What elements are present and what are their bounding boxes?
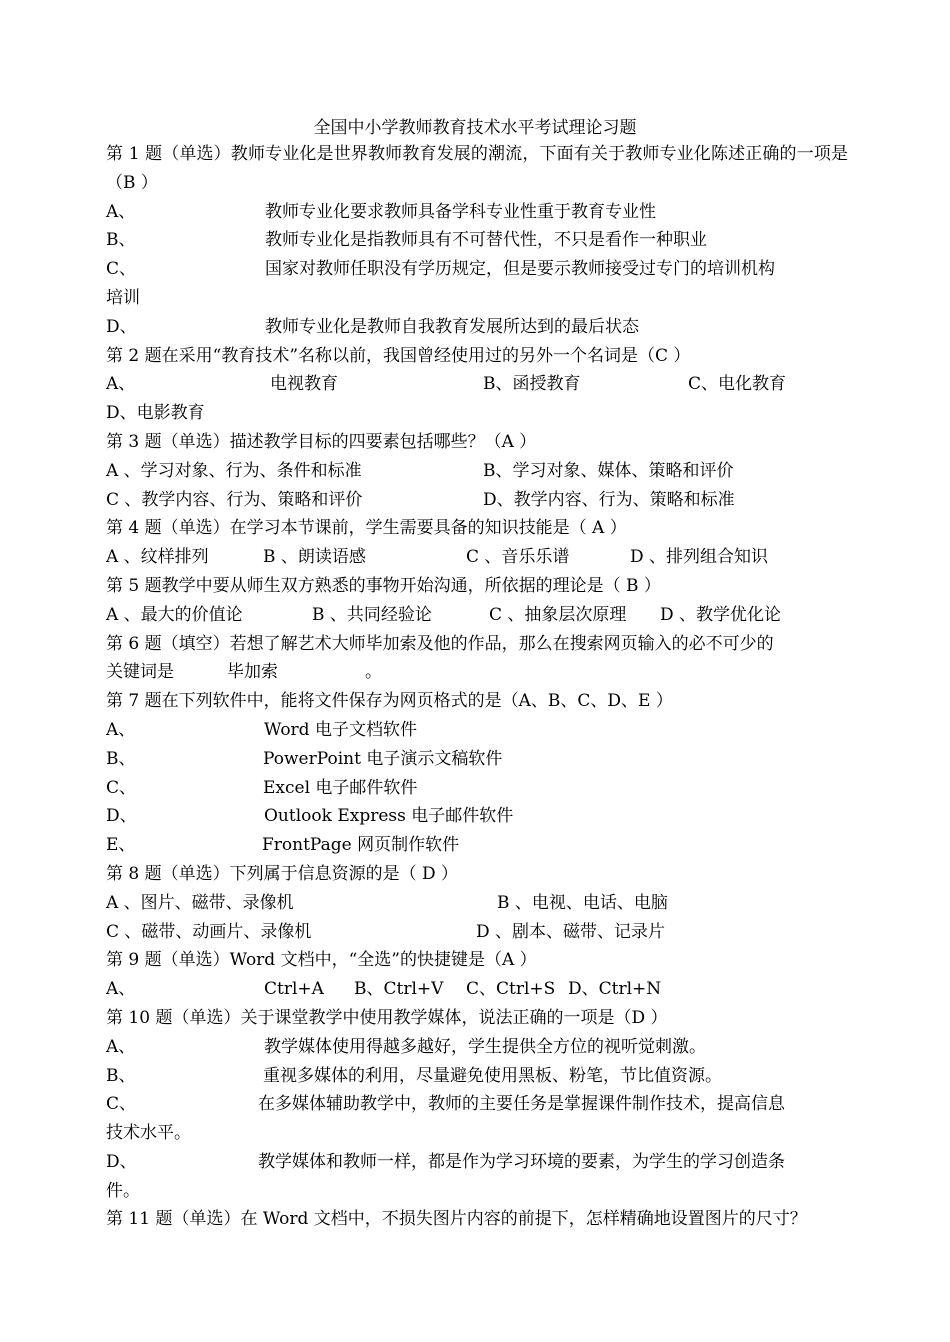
question-stem: 第 7 题在下列软件中，能将文件保存为网页格式的是（A、B、C、D、E ） (106, 691, 673, 712)
question-7-option-b (106, 745, 848, 774)
option-label: D、 (106, 1151, 137, 1172)
question-stem: 第 11 题（单选）在 Word 文档中，不损失图片内容的前提下，怎样精确地设置图片的尺寸？ (106, 1209, 807, 1230)
question-1-stem: 第 1 题（单选）教师专业化是世界教师教育发展的潮流，下面有关于教师专业化陈述正确的一项是（B ） (106, 144, 848, 193)
question-list (106, 140, 848, 1234)
option-text: 教师专业化要求教师具备学科专业性重于教育专业性 (265, 201, 656, 222)
question-8-options-row-2 (106, 918, 848, 947)
option-text-continued: 培训 (106, 287, 140, 308)
option-text: 国家对教师任职没有学历规定，但是要示教师接受过专门的培训机构 (265, 259, 775, 280)
option-label: A、 (106, 1036, 136, 1057)
option-a-text: 电视教育 (270, 374, 338, 395)
question-9-options (106, 975, 848, 1004)
option-c: C 、磁带、动画片、录像机 (106, 921, 312, 942)
question-1-option-c (106, 255, 848, 284)
question-2-stem (106, 342, 848, 371)
option-label: D、 (106, 806, 137, 827)
option-text: 在多媒体辅助教学中，教师的主要任务是掌握课件制作技术，提高信息 (258, 1094, 785, 1115)
option-a-text: Ctrl+A (264, 979, 324, 1000)
option-text: 教师专业化是指教师具有不可替代性，不只是看作一种职业 (265, 230, 707, 251)
option-d: D、电影教育 (106, 403, 205, 424)
option-c: C 、抽象层次原理 (489, 604, 627, 625)
question-7-option-e (106, 831, 848, 860)
question-7-option-a (106, 716, 848, 745)
option-b: B 、朗读语感 (263, 547, 366, 568)
question-4-stem (106, 514, 848, 543)
question-10-option-d (106, 1148, 848, 1177)
question-1-option-d (106, 313, 848, 342)
option-label: A、 (106, 979, 136, 1000)
question-stem: 第 8 题（单选）下列属于信息资源的是（ D ） (106, 863, 459, 884)
question-6-answer-line (106, 658, 848, 687)
question-5-stem (106, 572, 848, 601)
option-d: D 、剧本、磁带、记录片 (476, 921, 666, 942)
question-8-stem (106, 860, 848, 889)
option-c: C、电化教育 (688, 374, 787, 395)
option-label: B、 (106, 748, 136, 769)
option-c: C 、教学内容、行为、策略和评价 (106, 489, 363, 510)
question-1-option-c-continued (106, 284, 848, 313)
option-a: A 、最大的价值论 (106, 604, 243, 625)
question-10-option-b (106, 1062, 848, 1091)
question-9-stem (106, 946, 848, 975)
option-a: A 、学习对象、行为、条件和标准 (106, 460, 362, 481)
option-label: A、 (106, 201, 136, 222)
question-10-option-d-continued (106, 1177, 848, 1206)
question-8-options-row-1 (106, 889, 848, 918)
question-3-stem (106, 428, 848, 457)
option-text: PowerPoint 电子演示文稿软件 (263, 748, 503, 769)
option-label: B、 (106, 230, 136, 251)
option-b: B、学习对象、媒体、策略和评价 (483, 460, 734, 481)
option-label: E、 (106, 835, 136, 856)
option-a: A 、图片、磁带、录像机 (106, 892, 294, 913)
question-10-stem (106, 1004, 848, 1033)
option-c: C、Ctrl+S (466, 979, 556, 1000)
option-b: B 、电视、电话、电脑 (497, 892, 668, 913)
option-d: D 、教学优化论 (660, 604, 782, 625)
question-5-options (106, 601, 848, 630)
option-d: D 、排列组合知识 (630, 547, 769, 568)
question-6-stem (106, 630, 848, 659)
question-stem: 第 6 题（填空）若想了解艺术大师毕加索及他的作品，那么在搜索网页输入的必不可少的 (106, 633, 774, 654)
option-label: A、 (106, 374, 136, 395)
option-c: C 、音乐乐谱 (466, 547, 570, 568)
option-text-continued: 技术水平。 (106, 1123, 191, 1144)
option-b: B、函授教育 (483, 374, 581, 395)
question-11-stem (106, 1205, 848, 1234)
question-7-option-d (106, 802, 848, 831)
question-1-option-b (106, 226, 848, 255)
option-d: D、教学内容、行为、策略和标准 (483, 489, 735, 510)
question-10-option-c (106, 1090, 848, 1119)
question-4-options (106, 543, 848, 572)
question-stem: 第 10 题（单选）关于课堂教学中使用教学媒体，说法正确的一项是（D ） (106, 1007, 668, 1028)
question-stem-continued: 关键词是 (106, 662, 174, 683)
option-d: D、Ctrl+N (568, 979, 662, 1000)
question-stem: 第 9 题（单选）Word 文档中，“全选”的快捷键是（A ） (106, 950, 537, 971)
question-3-options-row-2 (106, 486, 848, 515)
question-10-option-c-continued (106, 1119, 848, 1148)
option-text: Outlook Express 电子邮件软件 (264, 806, 514, 827)
option-label: C、 (106, 1094, 137, 1115)
question-3-options-row-1 (106, 457, 848, 486)
option-text: 教学媒体使用得越多越好，学生提供全方位的视听觉刺激。 (264, 1036, 706, 1057)
option-b: B、Ctrl+V (354, 979, 444, 1000)
question-stem: 第 2 题在采用“教育技术”名称以前，我国曾经使用过的另外一个名词是（C ） (106, 345, 691, 366)
option-text: FrontPage 网页制作软件 (262, 835, 460, 856)
question-stem: 第 3 题（单选）描述教学目标的四要素包括哪些？（A ） (106, 431, 537, 452)
option-text: 重视多媒体的利用，尽量避免使用黑板、粉笔，节比值资源。 (263, 1065, 722, 1086)
question-1-option-a (106, 198, 848, 227)
option-label: B、 (106, 1065, 136, 1086)
option-b: B 、共同经验论 (312, 604, 432, 625)
question-stem: 第 4 题（单选）在学习本节课前，学生需要具备的知识技能是（ A ） (106, 518, 627, 539)
question-7-option-c (106, 774, 848, 803)
option-text: 教学媒体和教师一样，都是作为学习环境的要素，为学生的学习创造条 (258, 1151, 785, 1172)
page-title: 全国中小学教师教育技术水平考试理论习题 (313, 118, 637, 138)
option-text-continued: 件。 (106, 1180, 140, 1201)
question-2-options (106, 370, 848, 399)
question-10-option-a (106, 1033, 848, 1062)
option-text: Word 电子文档软件 (264, 719, 417, 740)
question-stem: 第 5 题教学中要从师生双方熟悉的事物开始沟通，所依据的理论是（ B ） (106, 575, 661, 596)
question-7-stem (106, 687, 848, 716)
question-2-option-d (106, 399, 848, 428)
option-label: D、 (106, 316, 137, 337)
option-text: Excel 电子邮件软件 (263, 777, 418, 798)
sentence-end: 。 (365, 662, 382, 683)
option-a: A 、纹样排列 (106, 547, 209, 568)
fill-in-answer: 毕加索 (227, 662, 278, 683)
option-label: C、 (106, 259, 137, 280)
option-label: C、 (106, 777, 137, 798)
option-text: 教师专业化是教师自我教育发展所达到的最后状态 (265, 316, 639, 337)
option-label: A、 (106, 719, 136, 740)
